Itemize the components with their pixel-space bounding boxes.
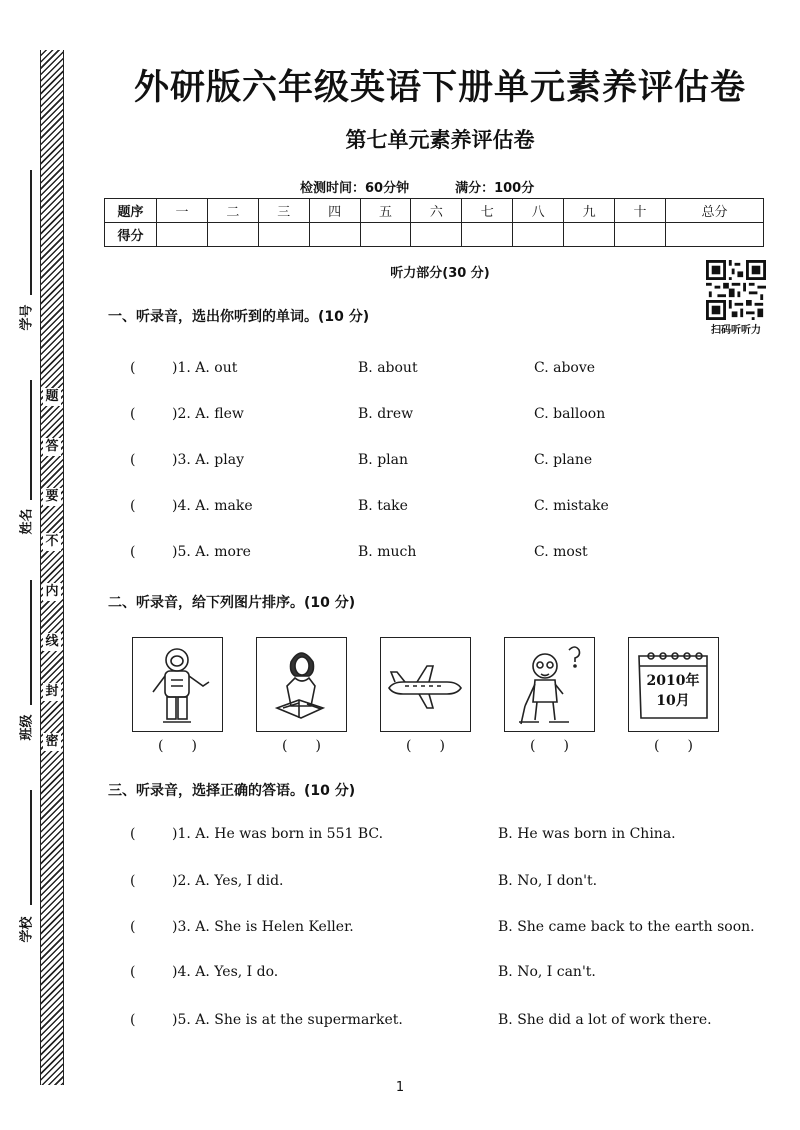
option-a: )1. A. out bbox=[172, 360, 238, 376]
score-header-cell: 一 bbox=[157, 199, 208, 223]
section3-title: 三、听录音，选择正确的答语。(10 分) bbox=[108, 783, 356, 799]
picture-answer-paren[interactable]: ( ) bbox=[282, 738, 321, 754]
field-line bbox=[30, 580, 32, 705]
picture-answer-paren[interactable]: ( ) bbox=[158, 738, 197, 754]
answer-paren[interactable]: ( bbox=[130, 919, 136, 935]
exam-full-score: 满分：100分 bbox=[455, 181, 535, 196]
answer-paren[interactable]: ( bbox=[130, 826, 136, 842]
option-b: B. He was born in China. bbox=[498, 826, 676, 842]
field-student-number: 学号 bbox=[19, 304, 35, 331]
score-header-cell: 五 bbox=[360, 199, 411, 223]
section1-item bbox=[108, 406, 768, 426]
picture-calendar bbox=[628, 637, 719, 732]
section3-item bbox=[108, 826, 768, 846]
section3-item bbox=[108, 919, 768, 939]
exam-meta bbox=[300, 177, 534, 196]
section1-title: 一、听录音，选出你听到的单词。(10 分) bbox=[108, 309, 370, 325]
seal-char: 线 bbox=[43, 633, 61, 651]
option-c: C. most bbox=[534, 544, 588, 560]
answer-paren[interactable]: ( bbox=[130, 544, 136, 560]
binding-hatch bbox=[40, 50, 64, 1085]
picture-answer-paren[interactable]: ( ) bbox=[530, 738, 569, 754]
page-number: 1 bbox=[395, 1080, 405, 1095]
calendar-year: 2010年 bbox=[646, 673, 700, 689]
section1-item bbox=[108, 452, 768, 472]
seal-char: 内 bbox=[43, 583, 61, 601]
qr-code-icon[interactable] bbox=[706, 260, 766, 320]
score-header-cell: 四 bbox=[309, 199, 360, 223]
qr-caption: 扫码听听力 bbox=[711, 325, 761, 336]
score-cell[interactable] bbox=[665, 223, 763, 247]
field-class: 班级 bbox=[19, 714, 35, 741]
option-c: C. plane bbox=[534, 452, 593, 468]
section1-item bbox=[108, 360, 768, 380]
section1-item bbox=[108, 544, 768, 564]
option-b: B. No, I can't. bbox=[498, 964, 596, 980]
seal-char: 答 bbox=[43, 438, 61, 456]
seal-char: 题 bbox=[43, 388, 61, 406]
page-subtitle: 第七单元素养评估卷 bbox=[345, 128, 535, 152]
score-cell[interactable] bbox=[157, 223, 208, 247]
calendar-month: 10月 bbox=[656, 693, 690, 709]
score-cell[interactable] bbox=[258, 223, 309, 247]
option-b: B. No, I don't. bbox=[498, 873, 598, 889]
binding-margin bbox=[0, 50, 80, 1085]
score-row-label: 得分 bbox=[105, 223, 157, 247]
score-table-header-row bbox=[105, 199, 764, 223]
answer-paren[interactable]: ( bbox=[130, 498, 136, 514]
old-man-icon bbox=[505, 638, 593, 730]
score-cell[interactable] bbox=[462, 223, 513, 247]
woman-reading-icon bbox=[257, 638, 345, 730]
field-name: 姓名 bbox=[19, 508, 35, 535]
answer-paren[interactable]: ( bbox=[130, 1012, 136, 1028]
answer-paren[interactable]: ( bbox=[130, 452, 136, 468]
seal-char: 密 bbox=[43, 733, 61, 751]
option-a: )4. A. make bbox=[172, 498, 253, 514]
field-school: 学校 bbox=[19, 916, 35, 943]
score-cell[interactable] bbox=[564, 223, 615, 247]
option-b: B. She came back to the earth soon. bbox=[498, 919, 755, 935]
picture-astronaut bbox=[132, 637, 223, 732]
score-header-cell: 六 bbox=[411, 199, 462, 223]
option-b: B. plan bbox=[358, 452, 408, 468]
field-line bbox=[30, 170, 32, 295]
score-table-score-row bbox=[105, 223, 764, 247]
airplane-icon bbox=[381, 638, 469, 730]
picture-answer-paren[interactable]: ( ) bbox=[654, 738, 693, 754]
answer-paren[interactable]: ( bbox=[130, 360, 136, 376]
answer-paren[interactable]: ( bbox=[130, 873, 136, 889]
listening-section-title: 听力部分(30 分) bbox=[390, 266, 490, 281]
option-a: )3. A. play bbox=[172, 452, 244, 468]
seal-char: 不 bbox=[43, 533, 61, 551]
score-header-cell: 七 bbox=[462, 199, 513, 223]
score-header-cell: 十 bbox=[615, 199, 666, 223]
seal-char: 封 bbox=[43, 683, 61, 701]
option-b: B. drew bbox=[358, 406, 414, 422]
section3-item bbox=[108, 1012, 768, 1032]
exam-time: 检测时间：60分钟 bbox=[300, 181, 410, 196]
option-c: C. mistake bbox=[534, 498, 609, 514]
option-b: B. She did a lot of work there. bbox=[498, 1012, 712, 1028]
option-b: B. much bbox=[358, 544, 417, 560]
option-a: )4. A. Yes, I do. bbox=[172, 964, 279, 980]
score-header-cell: 二 bbox=[207, 199, 258, 223]
section3-item bbox=[108, 964, 768, 984]
answer-paren[interactable]: ( bbox=[130, 406, 136, 422]
score-header-cell: 八 bbox=[513, 199, 564, 223]
section1-item bbox=[108, 498, 768, 518]
picture-plane bbox=[380, 637, 471, 732]
score-cell[interactable] bbox=[309, 223, 360, 247]
picture-woman-reading bbox=[256, 637, 347, 732]
picture-answer-paren[interactable]: ( ) bbox=[406, 738, 445, 754]
field-line bbox=[30, 380, 32, 500]
score-cell[interactable] bbox=[360, 223, 411, 247]
option-a: )5. A. more bbox=[172, 544, 251, 560]
option-c: C. balloon bbox=[534, 406, 606, 422]
picture-old-man-thinking bbox=[504, 637, 595, 732]
section2-title: 二、听录音，给下列图片排序。(10 分) bbox=[108, 595, 356, 611]
score-cell[interactable] bbox=[615, 223, 666, 247]
option-a: )2. A. flew bbox=[172, 406, 244, 422]
score-header-cell: 九 bbox=[564, 199, 615, 223]
option-a: )3. A. She is Helen Keller. bbox=[172, 919, 354, 935]
score-header-cell: 总分 bbox=[665, 199, 763, 223]
section3-item bbox=[108, 873, 768, 893]
option-a: )2. A. Yes, I did. bbox=[172, 873, 284, 889]
option-b: B. take bbox=[358, 498, 408, 514]
option-c: C. above bbox=[534, 360, 596, 376]
score-cell[interactable] bbox=[207, 223, 258, 247]
score-header-cell: 题序 bbox=[105, 199, 157, 223]
option-a: )5. A. She is at the supermarket. bbox=[172, 1012, 403, 1028]
option-a: )1. A. He was born in 551 BC. bbox=[172, 826, 384, 842]
score-cell[interactable] bbox=[411, 223, 462, 247]
field-line bbox=[30, 790, 32, 905]
score-table bbox=[104, 198, 764, 247]
option-b: B. about bbox=[358, 360, 418, 376]
answer-paren[interactable]: ( bbox=[130, 964, 136, 980]
page-title: 外研版六年级英语下册单元素养评估卷 bbox=[133, 68, 746, 108]
astronaut-icon bbox=[133, 638, 221, 730]
seal-char: 要 bbox=[43, 488, 61, 506]
score-header-cell: 三 bbox=[258, 199, 309, 223]
score-cell[interactable] bbox=[513, 223, 564, 247]
